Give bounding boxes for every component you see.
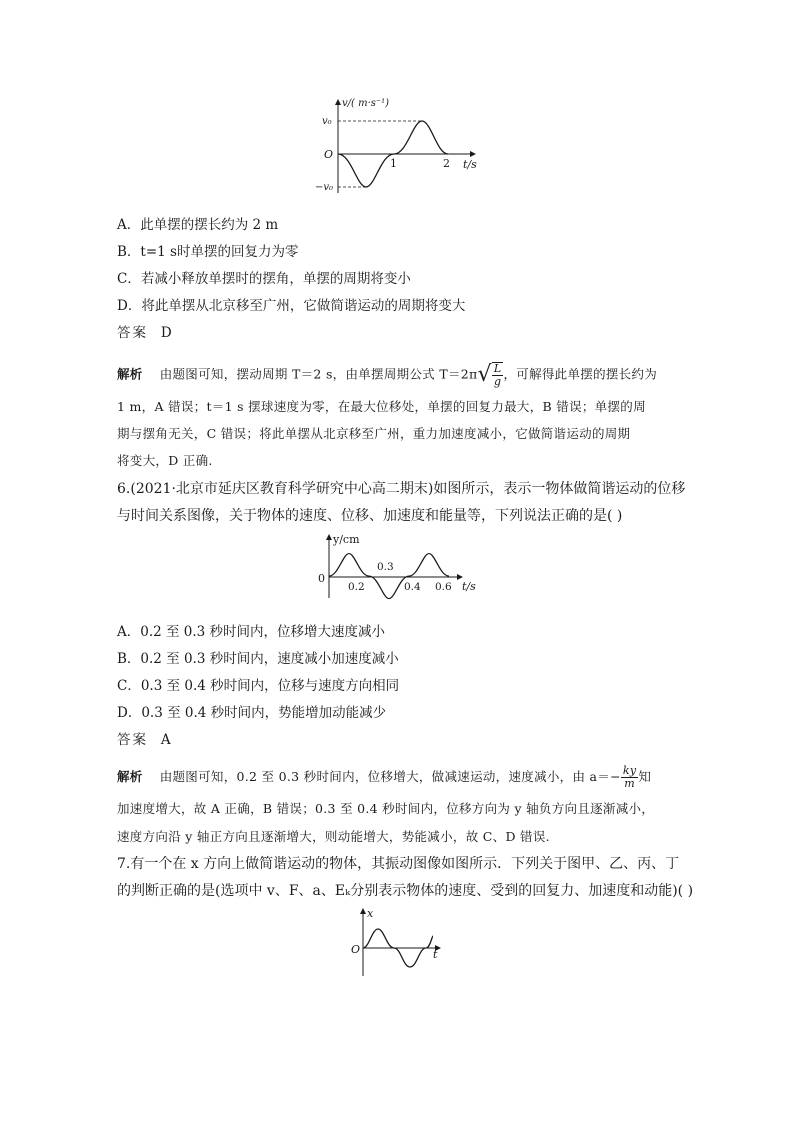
figure-displacement-graph: [312, 532, 487, 600]
y-axis-label: v/( m·s⁻¹): [342, 98, 390, 109]
tick-label-0.6: 0.6: [435, 581, 452, 593]
q6-solution-line-2: 加速度增大，故 A 正确，B 错误；0.3 至 0.4 秒时间内，位移方向为 y 轴负方向且逐渐减小，: [117, 801, 655, 816]
y-axis-label: x: [367, 907, 374, 920]
q6-option-a: A．0.2 至 0.3 秒时间内，位移增大速度减小: [117, 624, 386, 640]
q6-answer: [117, 731, 171, 749]
answer-value: A: [160, 732, 171, 748]
q5-option-c: C．若减小释放单摆时的摆角，单摆的周期将变小: [117, 271, 411, 287]
tick-label-0.4: 0.4: [404, 581, 421, 593]
figure-oscillation-graph: [348, 906, 448, 978]
formula-fraction: $\frac{ky}{m}$: [622, 764, 637, 790]
tick-label-0.3: 0.3: [377, 561, 394, 573]
q6-option-c: C．0.3 至 0.4 秒时间内，位移与速度方向相同: [117, 678, 400, 694]
q5-option-b: B．t=1 s时单摆的回复力为零: [117, 244, 299, 260]
answer-label: 答案: [117, 325, 148, 341]
answer-label: 答案: [117, 732, 148, 748]
neg-v0-label: −v₀: [315, 182, 334, 193]
tick-label-0.2: 0.2: [348, 581, 365, 593]
q5-solution-line-3: 期与摆角无关，C 错误；将此单摆从北京移至广州，重力加速度减小，它做简谐运动的周期: [117, 426, 631, 441]
q6-solution-line-1: 解析 由题图可知，0.2 至 0.3 秒时间内，位移增大，做减速运动，速度减小，由 a＝− $\frac{ky}{m}$ 知: [117, 764, 652, 790]
q6-option-b: B．0.2 至 0.3 秒时间内，速度减小加速度减小: [117, 651, 399, 667]
solution-label: 解析: [117, 366, 143, 382]
sqrt-symbol: √: [477, 362, 492, 387]
q6-option-d: D．0.3 至 0.4 秒时间内，势能增加动能减少: [117, 705, 387, 721]
q7-stem-line-2: 的判断正确的是(选项中 v、F、a、Eₖ分别表示物体的速度、受到的回复力、加速度和动能)( ): [117, 883, 694, 899]
tick-label-1: 1: [390, 157, 397, 170]
y-axis-label: y/cm: [333, 533, 360, 546]
q5-option-a: A．此单摆的摆长约为 2 m: [117, 217, 279, 233]
q6-stem-line-2: 与时间关系图像，关于物体的速度、位移、加速度和能量等，下列说法正确的是( ): [117, 508, 623, 524]
formula-fraction: $\frac{L}{g}$: [493, 362, 502, 388]
solution-label: 解析: [117, 769, 143, 784]
q6-solution-line-3: 速度方向沿 y 轴正方向且逐渐增大，则动能增大，势能减小，故 C、D 错误.: [117, 829, 550, 844]
x-axis-label: t/s: [463, 158, 477, 171]
x-axis-label: t: [433, 948, 438, 961]
x-axis-label: t/s: [462, 580, 476, 593]
q5-solution-line-1: 解析 由题图可知，摆动周期 T＝2 s，由单摆周期公式 T＝2π√ $\frac{L}{g}$ ，可解得此单摆的摆长约为: [117, 362, 658, 388]
q5-solution-line-2: 1 m，A 错误；t＝1 s 摆球速度为零，在最大位移处，单摆的回复力最大，B 错误；单摆的周: [117, 399, 646, 414]
answer-value: D: [160, 325, 172, 341]
figure-velocity-graph: [305, 96, 495, 196]
q5-solution-line-4: 将变大，D 正确.: [117, 453, 213, 468]
v0-label: v₀: [322, 116, 332, 127]
q5-answer: [117, 324, 172, 342]
q5-option-d: D．将此单摆从北京移至广州，它做简谐运动的周期将变大: [117, 298, 466, 314]
origin-label: 0: [318, 572, 325, 585]
origin-label: O: [324, 148, 334, 161]
tick-label-2: 2: [443, 157, 450, 170]
q6-stem-line-1: 6.(2021·北京市延庆区教育科学研究中心高二期末)如图所示，表示一物体做简谐运动的位移: [117, 481, 686, 497]
origin-label: O: [351, 943, 361, 956]
q7-stem-line-1: 7.有一个在 x 方向上做简谐运动的物体，其振动图像如图所示．下列关于图甲、乙、丙、丁: [117, 856, 680, 872]
